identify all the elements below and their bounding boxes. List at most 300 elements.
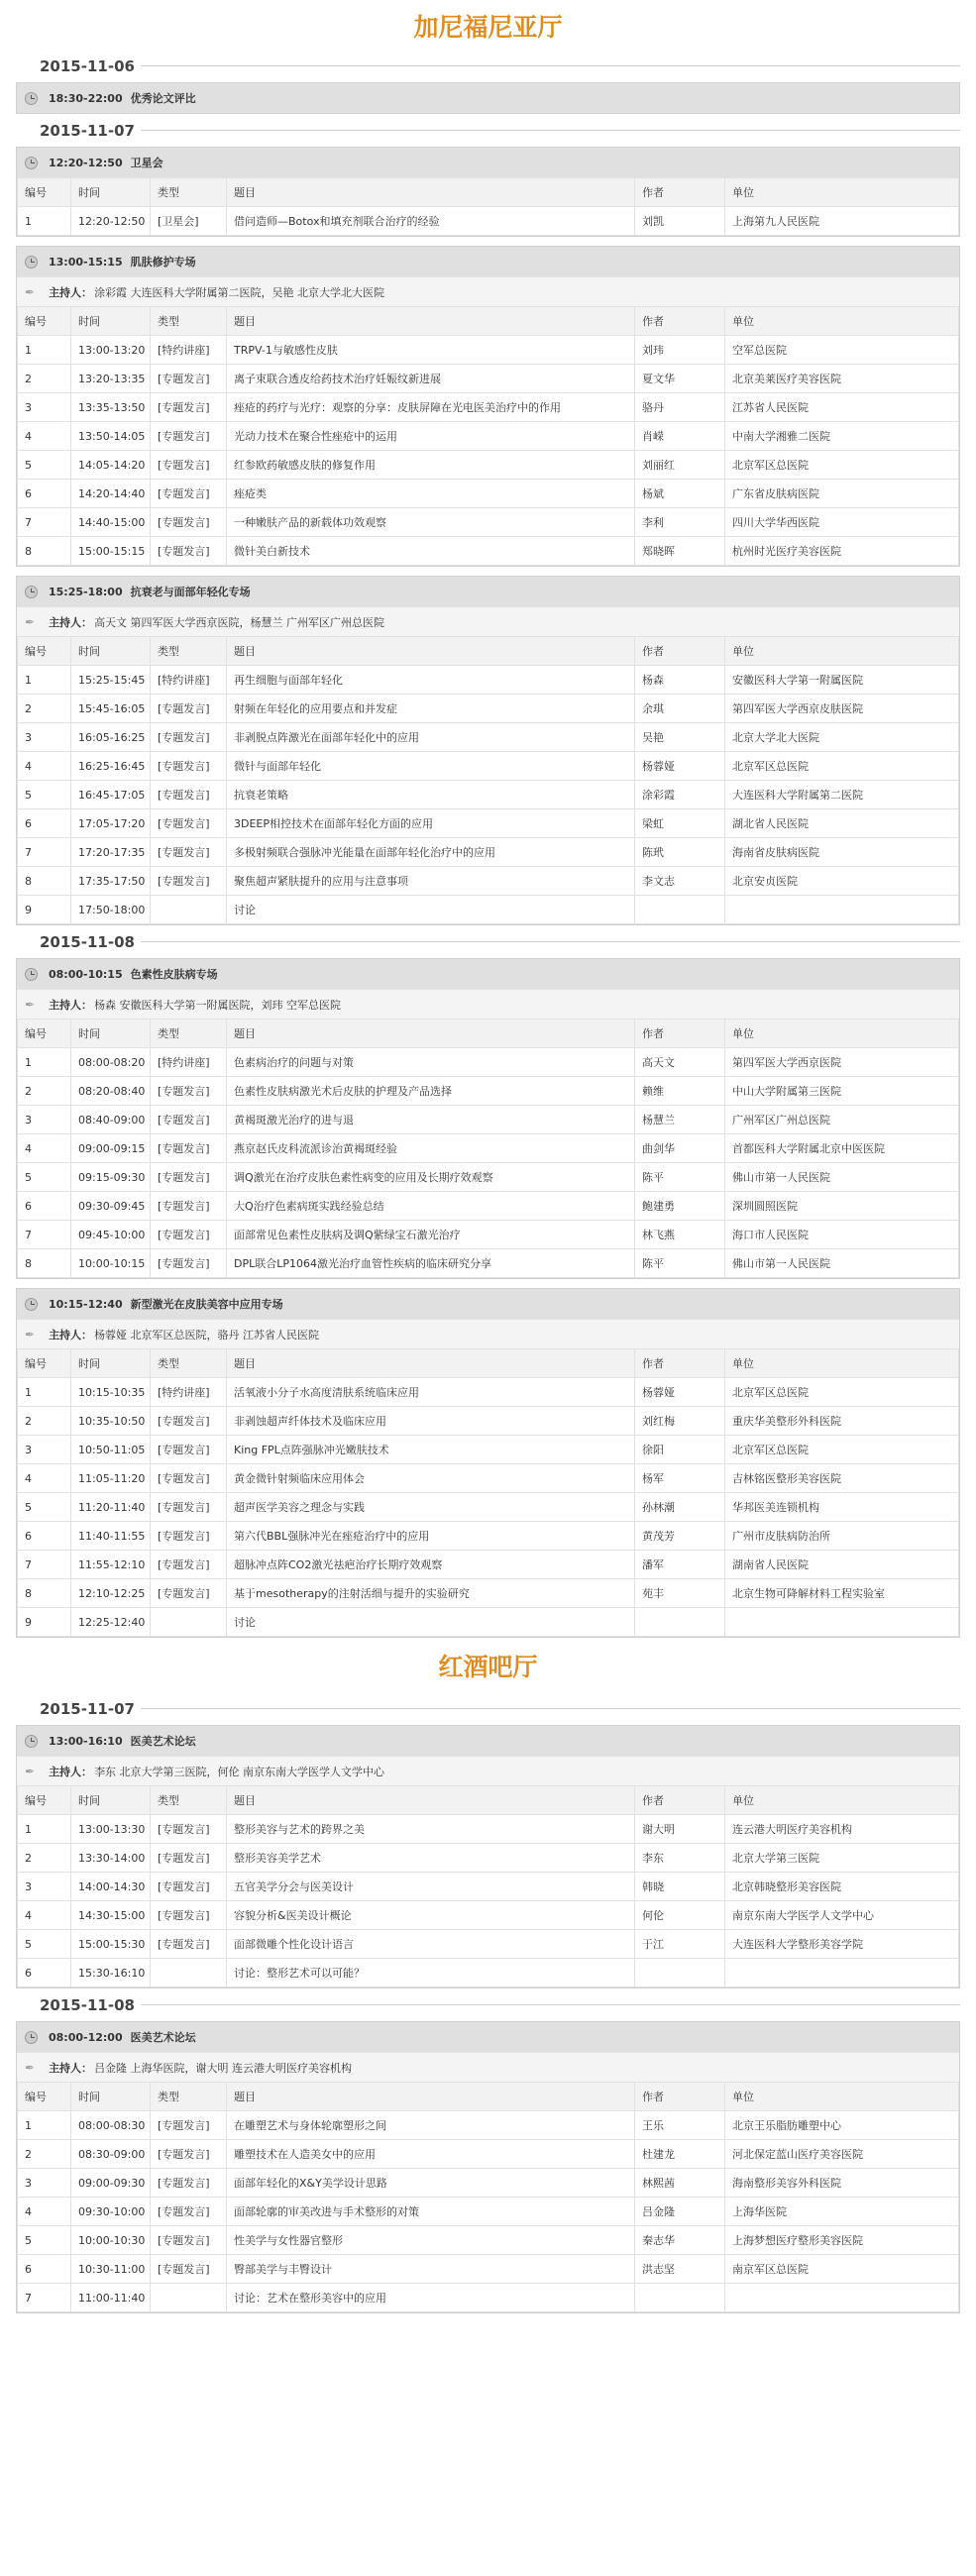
row-topic: 在雕塑艺术与身体轮廓塑形之间 bbox=[227, 2111, 635, 2140]
session-block bbox=[16, 82, 960, 114]
row-time: 11:05-11:20 bbox=[71, 1464, 151, 1493]
row-topic: 第六代BBL强脉冲光在痤疮治疗中的应用 bbox=[227, 1522, 635, 1551]
table-row bbox=[18, 1249, 959, 1278]
table-row bbox=[18, 838, 959, 867]
column-header-topic: 题目 bbox=[227, 637, 635, 666]
row-number: 7 bbox=[18, 838, 71, 867]
table-row bbox=[18, 1192, 959, 1221]
row-topic: 讨论 bbox=[227, 1608, 635, 1637]
column-header-type: 类型 bbox=[151, 1786, 227, 1815]
row-topic: 色素性皮肤病激光术后皮肤的护理及产品选择 bbox=[227, 1077, 635, 1106]
row-unit: 北京生物可降解材料工程实验室 bbox=[725, 1579, 959, 1608]
row-type: [专题发言] bbox=[151, 365, 227, 393]
row-unit: 上海华医院 bbox=[725, 2198, 959, 2226]
session-time: 08:00-10:15 bbox=[49, 967, 123, 981]
row-speaker: 吴艳 bbox=[635, 723, 725, 752]
row-topic: 痤疮类 bbox=[227, 480, 635, 508]
table-header-row bbox=[18, 637, 959, 666]
row-time: 13:00-13:20 bbox=[71, 336, 151, 365]
clock-icon bbox=[25, 968, 38, 981]
row-number: 2 bbox=[18, 1407, 71, 1436]
row-time: 16:45-17:05 bbox=[71, 781, 151, 809]
row-topic: 光动力技术在聚合性痤疮中的运用 bbox=[227, 422, 635, 451]
column-header-no: 编号 bbox=[18, 178, 71, 207]
column-header-unit: 单位 bbox=[725, 307, 959, 336]
schedule-table bbox=[17, 1019, 959, 1278]
session-title: 肌肤修护专场 bbox=[130, 256, 196, 268]
row-speaker: 陈玳 bbox=[635, 838, 725, 867]
row-unit bbox=[725, 1959, 959, 1987]
row-unit: 大连医科大学整形美容学院 bbox=[725, 1930, 959, 1959]
session-time: 18:30-22:00 bbox=[49, 91, 123, 105]
row-number: 3 bbox=[18, 2169, 71, 2198]
column-header-unit: 单位 bbox=[725, 637, 959, 666]
session-header bbox=[17, 2022, 959, 2052]
row-speaker: 杨森 bbox=[635, 666, 725, 695]
row-speaker: 杨慧兰 bbox=[635, 1106, 725, 1134]
column-header-no: 编号 bbox=[18, 1786, 71, 1815]
row-time: 17:50-18:00 bbox=[71, 896, 151, 924]
table-row bbox=[18, 695, 959, 723]
row-type: [专题发言] bbox=[151, 1930, 227, 1959]
row-unit: 空军总医院 bbox=[725, 336, 959, 365]
host-row bbox=[17, 606, 959, 636]
row-speaker bbox=[635, 1608, 725, 1637]
table-header-row bbox=[18, 1349, 959, 1378]
column-header-no: 编号 bbox=[18, 307, 71, 336]
host-label: 主持人： bbox=[49, 998, 93, 1012]
row-unit: 安徽医科大学第一附属医院 bbox=[725, 666, 959, 695]
row-unit: 广州军区广州总医院 bbox=[725, 1106, 959, 1134]
row-unit: 北京军区总医院 bbox=[725, 451, 959, 480]
row-unit: 连云港大明医疗美容机构 bbox=[725, 1815, 959, 1844]
row-type: [专题发言] bbox=[151, 1436, 227, 1464]
hall-title: 红酒吧厅 bbox=[438, 1653, 538, 1681]
column-header-unit: 单位 bbox=[725, 2083, 959, 2111]
date-heading bbox=[14, 1692, 962, 1725]
row-type: [专题发言] bbox=[151, 1579, 227, 1608]
row-number: 6 bbox=[18, 2255, 71, 2284]
pin-icon: ✒ bbox=[25, 1327, 36, 1342]
session-block bbox=[16, 576, 960, 925]
row-speaker: 杨蓉娅 bbox=[635, 752, 725, 781]
row-type: [特约讲座] bbox=[151, 336, 227, 365]
table-row bbox=[18, 1522, 959, 1551]
date-divider bbox=[141, 65, 960, 66]
row-number: 4 bbox=[18, 2198, 71, 2226]
table-header-row bbox=[18, 307, 959, 336]
row-topic: 面部常见色素性皮肤病及调Q紫绿宝石激光治疗 bbox=[227, 1221, 635, 1249]
pin-icon: ✒ bbox=[25, 614, 36, 629]
row-speaker: 杨蓉娅 bbox=[635, 1378, 725, 1407]
session-title: 医美艺术论坛 bbox=[130, 1735, 196, 1748]
row-time: 13:50-14:05 bbox=[71, 422, 151, 451]
host-names: 高天文 第四军医大学西京医院，杨慧兰 广州军区广州总医院 bbox=[94, 615, 385, 629]
column-header-speaker: 作者 bbox=[635, 178, 725, 207]
row-topic: 讨论：整形艺术可以可能？ bbox=[227, 1959, 635, 1987]
row-time: 11:20-11:40 bbox=[71, 1493, 151, 1522]
row-type: [专题发言] bbox=[151, 1192, 227, 1221]
row-time: 13:00-13:30 bbox=[71, 1815, 151, 1844]
row-speaker: 刘凯 bbox=[635, 207, 725, 236]
row-number: 4 bbox=[18, 752, 71, 781]
session-time: 13:00-16:10 bbox=[49, 1734, 123, 1748]
row-unit: 北京军区总医院 bbox=[725, 752, 959, 781]
row-unit: 北京大学北大医院 bbox=[725, 723, 959, 752]
column-header-unit: 单位 bbox=[725, 1786, 959, 1815]
row-type: [专题发言] bbox=[151, 1106, 227, 1134]
row-type: [特约讲座] bbox=[151, 666, 227, 695]
row-time: 14:20-14:40 bbox=[71, 480, 151, 508]
host-row bbox=[17, 2052, 959, 2082]
session-block bbox=[16, 1288, 960, 1638]
row-topic: 借问造师—Botox和填充剂联合治疗的经验 bbox=[227, 207, 635, 236]
row-time: 17:05-17:20 bbox=[71, 809, 151, 838]
row-time: 15:45-16:05 bbox=[71, 695, 151, 723]
row-topic: 整形美容美学艺术 bbox=[227, 1844, 635, 1873]
table-row bbox=[18, 1407, 959, 1436]
host-label: 主持人： bbox=[49, 2061, 93, 2075]
row-type: [专题发言] bbox=[151, 1493, 227, 1522]
row-type: [专题发言] bbox=[151, 1901, 227, 1930]
row-type: [专题发言] bbox=[151, 1077, 227, 1106]
row-unit: 北京安贞医院 bbox=[725, 867, 959, 896]
row-speaker: 高天文 bbox=[635, 1048, 725, 1077]
row-speaker: 陈平 bbox=[635, 1163, 725, 1192]
row-number: 2 bbox=[18, 365, 71, 393]
row-number: 3 bbox=[18, 1436, 71, 1464]
table-row bbox=[18, 2284, 959, 2312]
row-topic: 性美学与女性器官整形 bbox=[227, 2226, 635, 2255]
table-row bbox=[18, 1815, 959, 1844]
row-number: 1 bbox=[18, 207, 71, 236]
row-speaker: 涂彩霞 bbox=[635, 781, 725, 809]
row-speaker: 赖维 bbox=[635, 1077, 725, 1106]
column-header-no: 编号 bbox=[18, 637, 71, 666]
host-label: 主持人： bbox=[49, 285, 93, 299]
row-number: 1 bbox=[18, 1048, 71, 1077]
table-header-row bbox=[18, 1786, 959, 1815]
host-names: 杨森 安徽医科大学第一附属医院，刘玮 空军总医院 bbox=[94, 998, 342, 1012]
row-topic: 面部轮廓的审美改进与手术整形的对策 bbox=[227, 2198, 635, 2226]
host-row bbox=[17, 1319, 959, 1348]
clock-icon bbox=[25, 1298, 38, 1311]
host-names: 杨蓉娅 北京军区总医院，骆丹 江苏省人民医院 bbox=[94, 1328, 320, 1342]
row-number: 6 bbox=[18, 1192, 71, 1221]
row-type: [专题发言] bbox=[151, 537, 227, 566]
row-speaker: 洪志坚 bbox=[635, 2255, 725, 2284]
row-topic: 离子束联合透皮给药技术治疗妊娠纹新进展 bbox=[227, 365, 635, 393]
row-topic: 燕京赵氏皮科流派诊治黄褐斑经验 bbox=[227, 1134, 635, 1163]
row-speaker: 刘丽红 bbox=[635, 451, 725, 480]
row-unit: 第四军医大学西京皮肤医院 bbox=[725, 695, 959, 723]
row-number: 7 bbox=[18, 1221, 71, 1249]
row-type: [专题发言] bbox=[151, 1815, 227, 1844]
table-row bbox=[18, 1464, 959, 1493]
row-unit: 北京王乐脂肪雕塑中心 bbox=[725, 2111, 959, 2140]
row-speaker: 曲剑华 bbox=[635, 1134, 725, 1163]
table-header-row bbox=[18, 1020, 959, 1048]
column-header-type: 类型 bbox=[151, 1349, 227, 1378]
date-heading bbox=[14, 50, 962, 82]
date-label: 2015-11-06 bbox=[40, 56, 135, 75]
column-header-type: 类型 bbox=[151, 1020, 227, 1048]
row-speaker: 李利 bbox=[635, 508, 725, 537]
row-topic: 多极射频联合强脉冲光能量在面部年轻化治疗中的应用 bbox=[227, 838, 635, 867]
table-row bbox=[18, 1221, 959, 1249]
row-type: [专题发言] bbox=[151, 838, 227, 867]
session-title: 新型激光在皮肤美容中应用专场 bbox=[130, 1298, 283, 1311]
row-speaker bbox=[635, 896, 725, 924]
date-divider bbox=[141, 2004, 960, 2005]
row-topic: 非剥蚀超声纤体技术及临床应用 bbox=[227, 1407, 635, 1436]
session-time: 12:20-12:50 bbox=[49, 156, 123, 169]
row-type: [专题发言] bbox=[151, 2140, 227, 2169]
row-speaker: 黄茂芳 bbox=[635, 1522, 725, 1551]
row-time: 15:00-15:15 bbox=[71, 537, 151, 566]
row-unit: 广州市皮肤病防治所 bbox=[725, 1522, 959, 1551]
row-type: [专题发言] bbox=[151, 393, 227, 422]
column-header-topic: 题目 bbox=[227, 1349, 635, 1378]
row-type: [专题发言] bbox=[151, 723, 227, 752]
pin-icon: ✒ bbox=[25, 997, 36, 1012]
pin-icon: ✒ bbox=[25, 284, 36, 299]
session-time: 08:00-12:00 bbox=[49, 2030, 123, 2044]
row-topic: 抗衰老策略 bbox=[227, 781, 635, 809]
table-row bbox=[18, 723, 959, 752]
column-header-unit: 单位 bbox=[725, 178, 959, 207]
row-speaker: 余琪 bbox=[635, 695, 725, 723]
row-unit: 北京美莱医疗美容医院 bbox=[725, 365, 959, 393]
row-speaker: 郑晓晖 bbox=[635, 537, 725, 566]
column-header-no: 编号 bbox=[18, 1349, 71, 1378]
schedule-table bbox=[17, 1785, 959, 1987]
row-number: 3 bbox=[18, 1106, 71, 1134]
row-unit: 南京东南大学医学人文学中心 bbox=[725, 1901, 959, 1930]
row-unit: 上海第九人民医院 bbox=[725, 207, 959, 236]
table-row bbox=[18, 508, 959, 537]
row-type: [专题发言] bbox=[151, 695, 227, 723]
session-time: 10:15-12:40 bbox=[49, 1297, 123, 1311]
row-unit: 海口市人民医院 bbox=[725, 1221, 959, 1249]
table-row bbox=[18, 1844, 959, 1873]
column-header-type: 类型 bbox=[151, 637, 227, 666]
row-unit: 杭州时光医疗美容医院 bbox=[725, 537, 959, 566]
row-type bbox=[151, 1959, 227, 1987]
column-header-unit: 单位 bbox=[725, 1349, 959, 1378]
row-topic: 黄褐斑激光治疗的进与退 bbox=[227, 1106, 635, 1134]
table-row bbox=[18, 480, 959, 508]
row-speaker: 李文志 bbox=[635, 867, 725, 896]
row-speaker: 韩晓 bbox=[635, 1873, 725, 1901]
session-block bbox=[16, 2021, 960, 2313]
row-type: [特约讲座] bbox=[151, 1048, 227, 1077]
column-header-no: 编号 bbox=[18, 1020, 71, 1048]
row-topic: 色素病治疗的问题与对策 bbox=[227, 1048, 635, 1077]
column-header-no: 编号 bbox=[18, 2083, 71, 2111]
table-row bbox=[18, 809, 959, 838]
row-unit bbox=[725, 1608, 959, 1637]
date-heading bbox=[14, 1988, 962, 2021]
row-topic: 再生细胞与面部年轻化 bbox=[227, 666, 635, 695]
session-block bbox=[16, 246, 960, 567]
table-row bbox=[18, 2169, 959, 2198]
pin-icon: ✒ bbox=[25, 1764, 36, 1778]
table-row bbox=[18, 336, 959, 365]
row-number: 2 bbox=[18, 2140, 71, 2169]
table-row bbox=[18, 1873, 959, 1901]
row-time: 16:05-16:25 bbox=[71, 723, 151, 752]
row-number: 4 bbox=[18, 1901, 71, 1930]
row-time: 10:30-11:00 bbox=[71, 2255, 151, 2284]
row-topic: 五官美学分会与医美设计 bbox=[227, 1873, 635, 1901]
session-time: 15:25-18:00 bbox=[49, 585, 123, 598]
schedule-table bbox=[17, 177, 959, 236]
row-number: 5 bbox=[18, 781, 71, 809]
column-header-speaker: 作者 bbox=[635, 2083, 725, 2111]
table-row bbox=[18, 666, 959, 695]
row-time: 12:10-12:25 bbox=[71, 1579, 151, 1608]
column-header-speaker: 作者 bbox=[635, 1349, 725, 1378]
row-time: 13:20-13:35 bbox=[71, 365, 151, 393]
row-topic: 聚焦超声紧肤提升的应用与注意事项 bbox=[227, 867, 635, 896]
table-row bbox=[18, 422, 959, 451]
clock-icon bbox=[25, 2031, 38, 2044]
row-time: 11:40-11:55 bbox=[71, 1522, 151, 1551]
row-type bbox=[151, 1608, 227, 1637]
column-header-speaker: 作者 bbox=[635, 1786, 725, 1815]
host-label: 主持人： bbox=[49, 1765, 93, 1778]
clock-icon bbox=[25, 256, 38, 268]
row-number: 7 bbox=[18, 1551, 71, 1579]
row-time: 17:20-17:35 bbox=[71, 838, 151, 867]
row-time: 10:15-10:35 bbox=[71, 1378, 151, 1407]
row-speaker: 杨斌 bbox=[635, 480, 725, 508]
row-type bbox=[151, 896, 227, 924]
row-type: [专题发言] bbox=[151, 422, 227, 451]
date-label: 2015-11-07 bbox=[40, 1699, 135, 1718]
row-unit: 第四军医大学西京医院 bbox=[725, 1048, 959, 1077]
row-number: 2 bbox=[18, 1077, 71, 1106]
row-topic: 臀部美学与丰臀设计 bbox=[227, 2255, 635, 2284]
row-topic: 痤疮的药疗与光疗：观察的分享：皮肤屏障在光电医美治疗中的作用 bbox=[227, 393, 635, 422]
table-row bbox=[18, 1134, 959, 1163]
column-header-time: 时间 bbox=[71, 1349, 151, 1378]
row-time: 10:35-10:50 bbox=[71, 1407, 151, 1436]
row-time: 09:15-09:30 bbox=[71, 1163, 151, 1192]
row-time: 13:35-13:50 bbox=[71, 393, 151, 422]
row-time: 12:25-12:40 bbox=[71, 1608, 151, 1637]
row-type: [专题发言] bbox=[151, 451, 227, 480]
row-topic: 面部微雕个性化设计语言 bbox=[227, 1930, 635, 1959]
row-unit: 佛山市第一人民医院 bbox=[725, 1249, 959, 1278]
row-topic: 雕塑技术在人造美女中的应用 bbox=[227, 2140, 635, 2169]
row-speaker: 林熙茜 bbox=[635, 2169, 725, 2198]
row-number: 3 bbox=[18, 723, 71, 752]
row-type: [专题发言] bbox=[151, 480, 227, 508]
column-header-time: 时间 bbox=[71, 637, 151, 666]
row-unit: 河北保定蓝山医疗美容医院 bbox=[725, 2140, 959, 2169]
table-row bbox=[18, 752, 959, 781]
row-time: 16:25-16:45 bbox=[71, 752, 151, 781]
row-speaker: 杨军 bbox=[635, 1464, 725, 1493]
row-time: 09:30-09:45 bbox=[71, 1192, 151, 1221]
table-row bbox=[18, 2111, 959, 2140]
session-header bbox=[17, 959, 959, 989]
host-row bbox=[17, 1756, 959, 1785]
row-speaker: 王乐 bbox=[635, 2111, 725, 2140]
session-title: 抗衰老与面部年轻化专场 bbox=[130, 586, 251, 598]
row-time: 17:35-17:50 bbox=[71, 867, 151, 896]
host-names: 涂彩霞 大连医科大学附属第二医院，吴艳 北京大学北大医院 bbox=[94, 285, 385, 299]
row-speaker bbox=[635, 1959, 725, 1987]
column-header-time: 时间 bbox=[71, 307, 151, 336]
row-unit: 广东省皮肤病医院 bbox=[725, 480, 959, 508]
row-speaker: 吕金隆 bbox=[635, 2198, 725, 2226]
row-speaker: 骆丹 bbox=[635, 393, 725, 422]
table-row bbox=[18, 537, 959, 566]
pin-icon: ✒ bbox=[25, 2060, 36, 2075]
row-number: 9 bbox=[18, 1608, 71, 1637]
table-row bbox=[18, 781, 959, 809]
row-unit: 北京军区总医院 bbox=[725, 1378, 959, 1407]
session-block bbox=[16, 958, 960, 1279]
row-time: 09:45-10:00 bbox=[71, 1221, 151, 1249]
row-time: 14:40-15:00 bbox=[71, 508, 151, 537]
column-header-time: 时间 bbox=[71, 1020, 151, 1048]
row-topic: 非剥脱点阵激光在面部年轻化中的应用 bbox=[227, 723, 635, 752]
column-header-type: 类型 bbox=[151, 307, 227, 336]
session-header bbox=[17, 577, 959, 606]
table-row bbox=[18, 2198, 959, 2226]
row-unit: 首都医科大学附属北京中医医院 bbox=[725, 1134, 959, 1163]
row-number: 2 bbox=[18, 695, 71, 723]
row-type: [专题发言] bbox=[151, 1221, 227, 1249]
row-number: 6 bbox=[18, 1522, 71, 1551]
row-type: [专题发言] bbox=[151, 809, 227, 838]
host-row bbox=[17, 989, 959, 1019]
row-number: 5 bbox=[18, 1493, 71, 1522]
row-topic: 红参欧药敏感皮肤的修复作用 bbox=[227, 451, 635, 480]
row-time: 08:40-09:00 bbox=[71, 1106, 151, 1134]
row-number: 8 bbox=[18, 1249, 71, 1278]
clock-icon bbox=[25, 586, 38, 598]
row-topic: 微针与面部年轻化 bbox=[227, 752, 635, 781]
row-number: 8 bbox=[18, 1579, 71, 1608]
row-speaker bbox=[635, 2284, 725, 2312]
table-row bbox=[18, 1436, 959, 1464]
host-names: 吕金隆 上海华医院，谢大明 连云港大明医疗美容机构 bbox=[94, 2061, 353, 2075]
row-topic: 面部年轻化的X&Y美学设计思路 bbox=[227, 2169, 635, 2198]
row-speaker: 梁虹 bbox=[635, 809, 725, 838]
row-speaker: 李东 bbox=[635, 1844, 725, 1873]
row-type: [特约讲座] bbox=[151, 1378, 227, 1407]
row-topic: 黄金微针射频临床应用体会 bbox=[227, 1464, 635, 1493]
row-time: 09:00-09:15 bbox=[71, 1134, 151, 1163]
table-row bbox=[18, 1163, 959, 1192]
row-number: 2 bbox=[18, 1844, 71, 1873]
row-number: 4 bbox=[18, 1134, 71, 1163]
row-time: 13:30-14:00 bbox=[71, 1844, 151, 1873]
schedule-table bbox=[17, 2082, 959, 2312]
row-type: [专题发言] bbox=[151, 1464, 227, 1493]
row-unit: 中山大学附属第三医院 bbox=[725, 1077, 959, 1106]
row-number: 5 bbox=[18, 1163, 71, 1192]
row-number: 5 bbox=[18, 1930, 71, 1959]
table-row bbox=[18, 207, 959, 236]
table-row bbox=[18, 896, 959, 924]
column-header-speaker: 作者 bbox=[635, 307, 725, 336]
